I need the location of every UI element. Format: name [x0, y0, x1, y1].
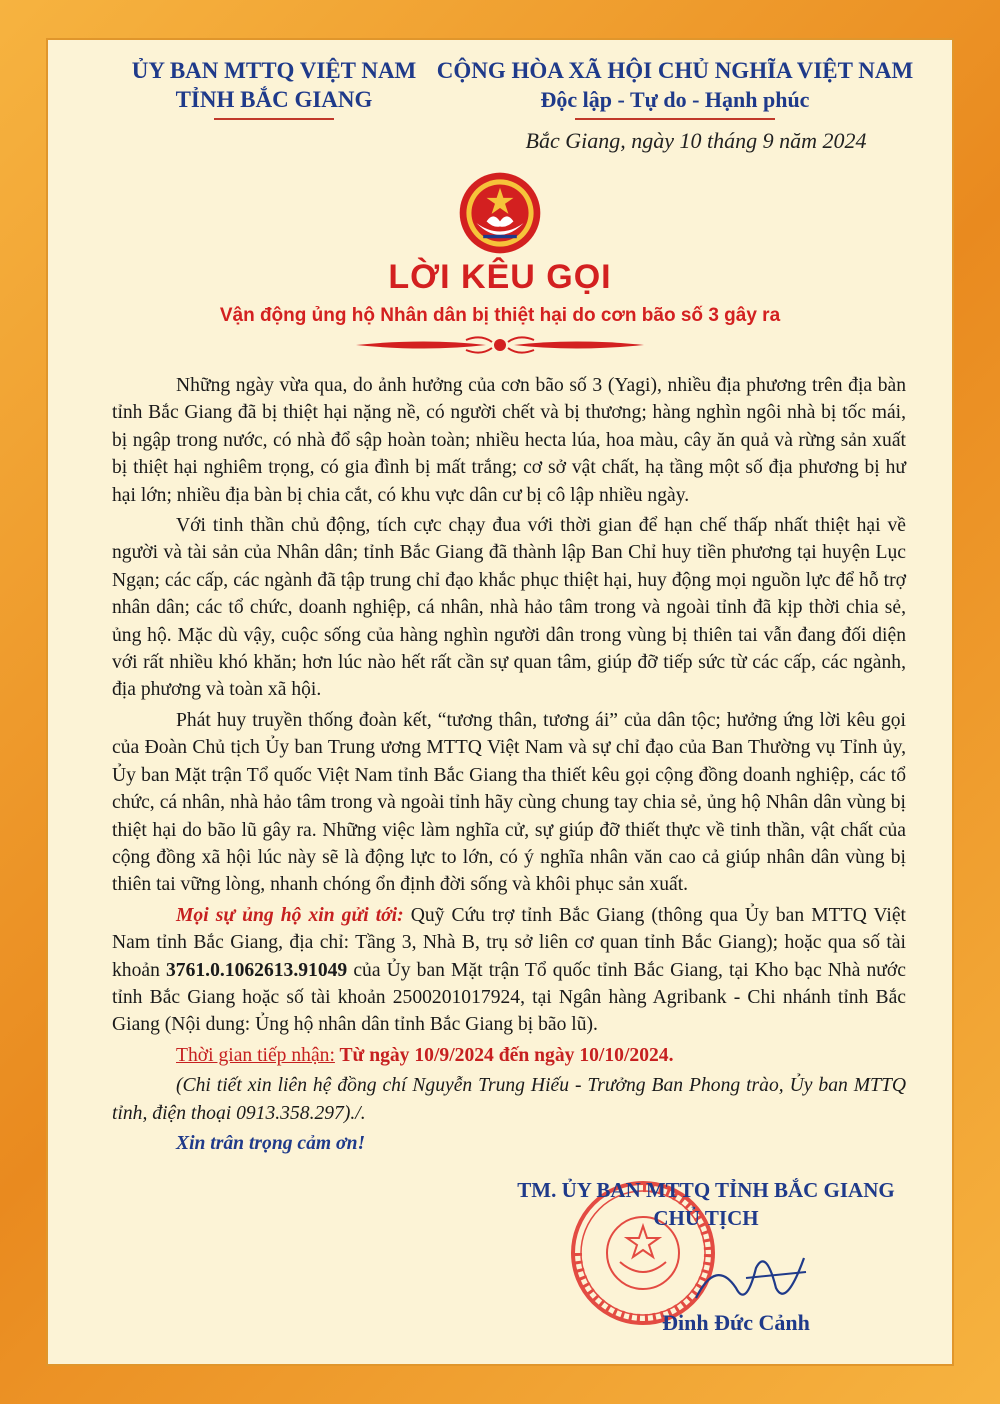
nation-line-2: Độc lập - Tự do - Hạnh phúc: [540, 87, 810, 112]
contact-note: (Chi tiết xin liên hệ đồng chí Nguyễn Trung Hiếu - Trưởng Ban Phong trào, Ủy ban MTTQ tỉnh, điện thoại 0913.358.297)./.: [112, 1075, 906, 1124]
paragraph-1: Những ngày vừa qua, do ảnh hưởng của cơn bão số 3 (Yagi), nhiều địa phương trên địa bàn tỉnh Bắc Giang đã bị thiệt hại nặng nề, có người chết và bị thương; hàng nghìn ngôi nhà bị tốc mái, bị ngập trong nước, có nhà đổ sập hoàn toàn; nhiều hecta lúa, hoa màu, cây ăn quả và rừng sản xuất bị thiệt hại nghiêm trọng, có gia đình bị mất trắng; cơ sở vật chất, hạ tầng một số địa phương bị hư hại lớn; nhiều địa bàn bị chia cắt, có khu vực dân cư bị cô lập nhiều ngày.: [112, 375, 906, 506]
handwritten-signature-icon: [686, 1238, 826, 1318]
org-line-2: TỈNH BẮC GIANG: [175, 87, 373, 112]
receipt-time-value: Từ ngày 10/9/2024 đến ngày 10/10/2024.: [334, 1044, 674, 1066]
document-date: Bắc Giang, ngày 10 tháng 9 năm 2024: [525, 128, 867, 153]
divider-ornament: [346, 334, 654, 356]
nation-header: [420, 56, 930, 120]
thanks-line: Xin trân trọng cảm ơn!: [176, 1132, 366, 1154]
document-title: LỜI KÊU GỌI: [388, 258, 612, 296]
donation-text-a: Quỹ Cứu trợ tỉnh Bắc Giang (thông qua Ủy ban MTTQ Việt Nam tỉnh Bắc Giang, địa chỉ: Tầng 3, Nhà B, trụ sở liên cơ quan tỉnh Bắc Giang); hoặc qua số tài khoản: [112, 904, 906, 981]
nation-line-1: CỘNG HÒA XÃ HỘI CHỦ NGHĨA VIỆT NAM: [436, 58, 914, 83]
donation-text-b: của Ủy ban Mặt trận Tổ quốc tỉnh Bắc Giang, tại Kho bạc Nhà nước tỉnh Bắc Giang hoặc số tài khoản 2500201017924, tại Ngân hàng Agribank - Chi nhánh tỉnh Bắc Giang (Nội dung: Ủng hộ nhân dân tỉnh Bắc Giang bị bão lũ).: [112, 959, 906, 1036]
signature-position: CHỦ TỊCH: [653, 1206, 759, 1230]
org-line-1: ỦY BAN MTTQ VIỆT NAM: [131, 58, 417, 83]
document-page: [46, 38, 954, 1366]
paragraph-2: Với tinh thần chủ động, tích cực chạy đua với thời gian để hạn chế thấp nhất thiệt hại về người và tài sản của Nhân dân; tỉnh Bắc Giang đã thành lập Ban Chỉ huy tiền phương tại huyện Lục Ngạn; các cấp, các ngành đã tập trung chỉ đạo khắc phục thiệt hại, huy động mọi nguồn lực để hỗ trợ nhân dân; các tổ chức, doanh nghiệp, cá nhân, nhà hảo tâm trong và ngoài tỉnh đã kịp thời chia sẻ, ủng hộ. Mặc dù vậy, cuộc sống của hàng nghìn người dân trong vùng bị thiên tai vẫn đang đối diện với rất nhiều khó khăn; hơn lúc nào hết rất cần sự quan tâm, giúp đỡ tiếp sức từ các cấp, các ngành, địa phương và toàn xã hội.: [112, 515, 906, 701]
receipt-time-label: Thời gian tiếp nhận:: [176, 1044, 335, 1066]
paragraph-4: [112, 902, 906, 1039]
paragraph-3: Phát huy truyền thống đoàn kết, “tương thân, tương ái” của dân tộc; hưởng ứng lời kêu gọi của Đoàn Chủ tịch Ủy ban Trung ương MTTQ Việt Nam và sự chỉ đạo của Ban Thường vụ Tỉnh ủy, Ủy ban Mặt trận Tổ quốc Việt Nam tỉnh Bắc Giang tha thiết kêu gọi cộng đồng doanh nghiệp, các tổ chức, cá nhân, nhà hảo tâm trong và ngoài tỉnh hãy cùng chung tay chia sẻ, ủng hộ Nhân dân vùng bị thiệt hại do bão lũ gây ra. Những việc làm nghĩa cử, sự giúp đỡ thiết thực về tinh thần, vật chất của cộng đồng xã hội lúc này sẽ là động lực to lớn, có ý nghĩa nhân văn cao cả giúp nhân dân vùng bị thiên tai vững lòng, nhanh chóng ổn định đời sống và khôi phục sản xuất.: [112, 709, 906, 896]
signature-block: [486, 1176, 926, 1232]
front-emblem-icon: [458, 171, 542, 255]
signer-name: Đinh Đức Cảnh: [662, 1310, 810, 1335]
document-subtitle: Vận động ủng hộ Nhân dân bị thiệt hại do cơn bão số 3 gây ra: [219, 305, 781, 326]
donation-lead: Mọi sự ủng hộ xin gửi tới:: [176, 904, 404, 926]
account-number: 3761.0.1062613.91049: [165, 959, 348, 981]
letter-body: [112, 372, 906, 1160]
org-header: [104, 56, 444, 120]
paragraph-5: [112, 1042, 906, 1069]
nation-underline: [575, 118, 775, 120]
signature-org: TM. ỦY BAN MTTQ TỈNH BẮC GIANG: [517, 1178, 895, 1202]
org-underline: [214, 118, 334, 120]
